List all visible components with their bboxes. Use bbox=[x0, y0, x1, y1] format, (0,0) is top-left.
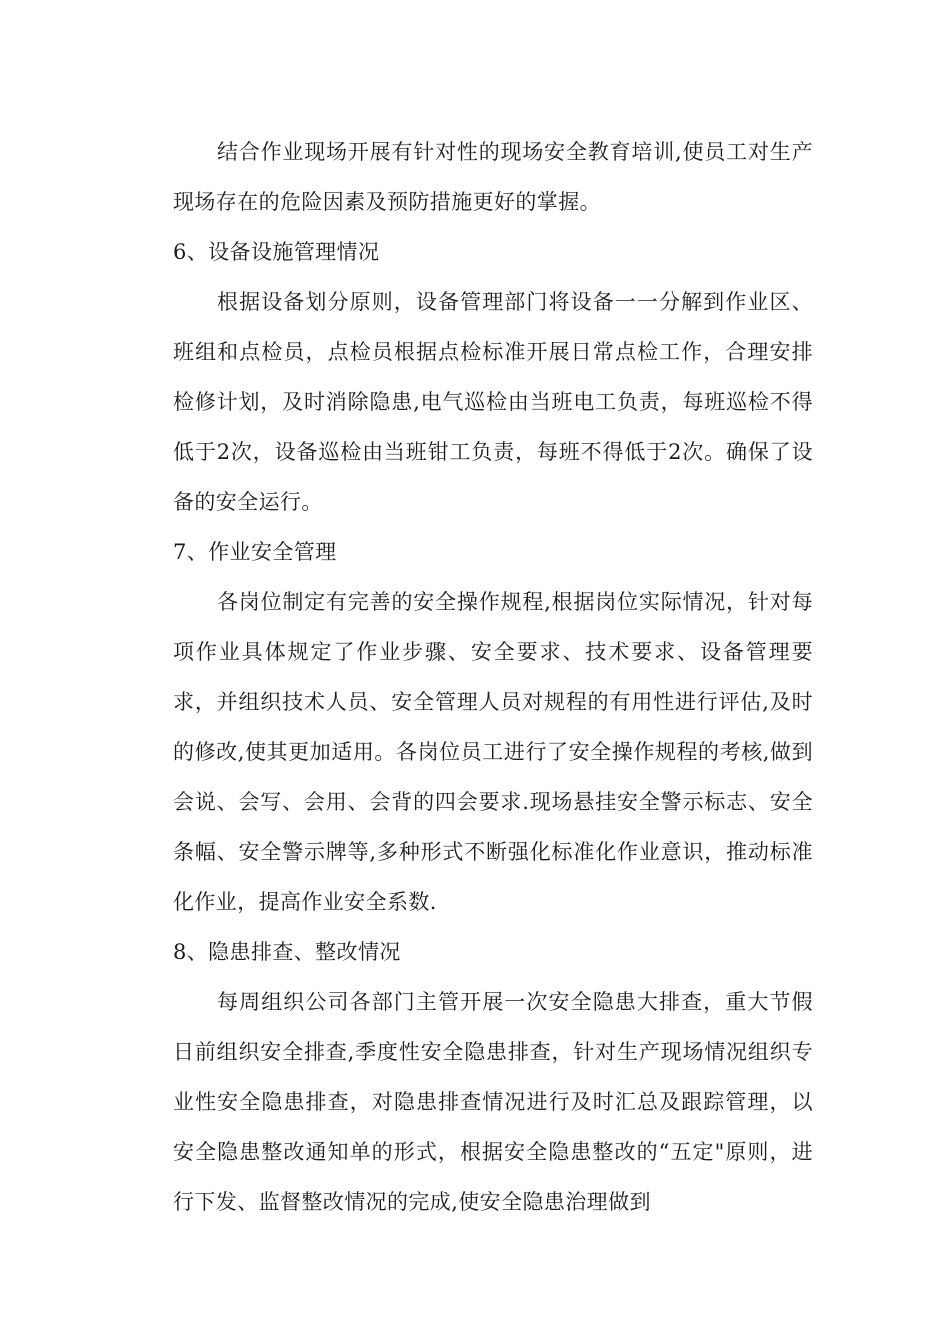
section-heading-6: 6、设备设施管理情况 bbox=[173, 240, 380, 264]
section-heading-7: 7、作业安全管理 bbox=[173, 540, 337, 564]
document-body bbox=[173, 127, 813, 1227]
paragraph-safety-training: 结合作业现场开展有针对性的现场安全教育培训,使员工对生产现场存在的危险因素及预防措施更好的掌握。 bbox=[173, 140, 813, 214]
section-heading-8: 8、隐患排查、整改情况 bbox=[173, 940, 401, 964]
paragraph-operation-safety: 各岗位制定有完善的安全操作规程,根据岗位实际情况，针对每项作业具体规定了作业步骤、安全要求、技术要求、设备管理要求，并组织技术人员、安全管理人员对规程的有用性进行评估,及时的修改,使其更加适用。各岗位员工进行了安全操作规程的考核,做到会说、会写、会用、会背的四会要求.现场悬挂安全警示标志、安全条幅、安全警示牌等,多种形式不断强化标准化作业意识，推动标准化作业，提高作业安全系数. bbox=[173, 590, 813, 914]
paragraph-equipment-management: 根据设备划分原则，设备管理部门将设备一一分解到作业区、班组和点检员，点检员根据点检标准开展日常点检工作，合理安排检修计划，及时消除隐患,电气巡检由当班电工负责，每班巡检不得低于2次，设备巡检由当班钳工负责，每班不得低于2次。确保了设备的安全运行。 bbox=[173, 290, 813, 514]
paragraph-hazard-inspection: 每周组织公司各部门主管开展一次安全隐患大排查，重大节假日前组织安全排查,季度性安全隐患排查，针对生产现场情况组织专业性安全隐患排查，对隐患排查情况进行及时汇总及跟踪管理，以安全隐患整改通知单的形式，根据安全隐患整改的“五定"原则，进行下发、监督整改情况的完成,使安全隐患治理做到 bbox=[173, 990, 813, 1214]
